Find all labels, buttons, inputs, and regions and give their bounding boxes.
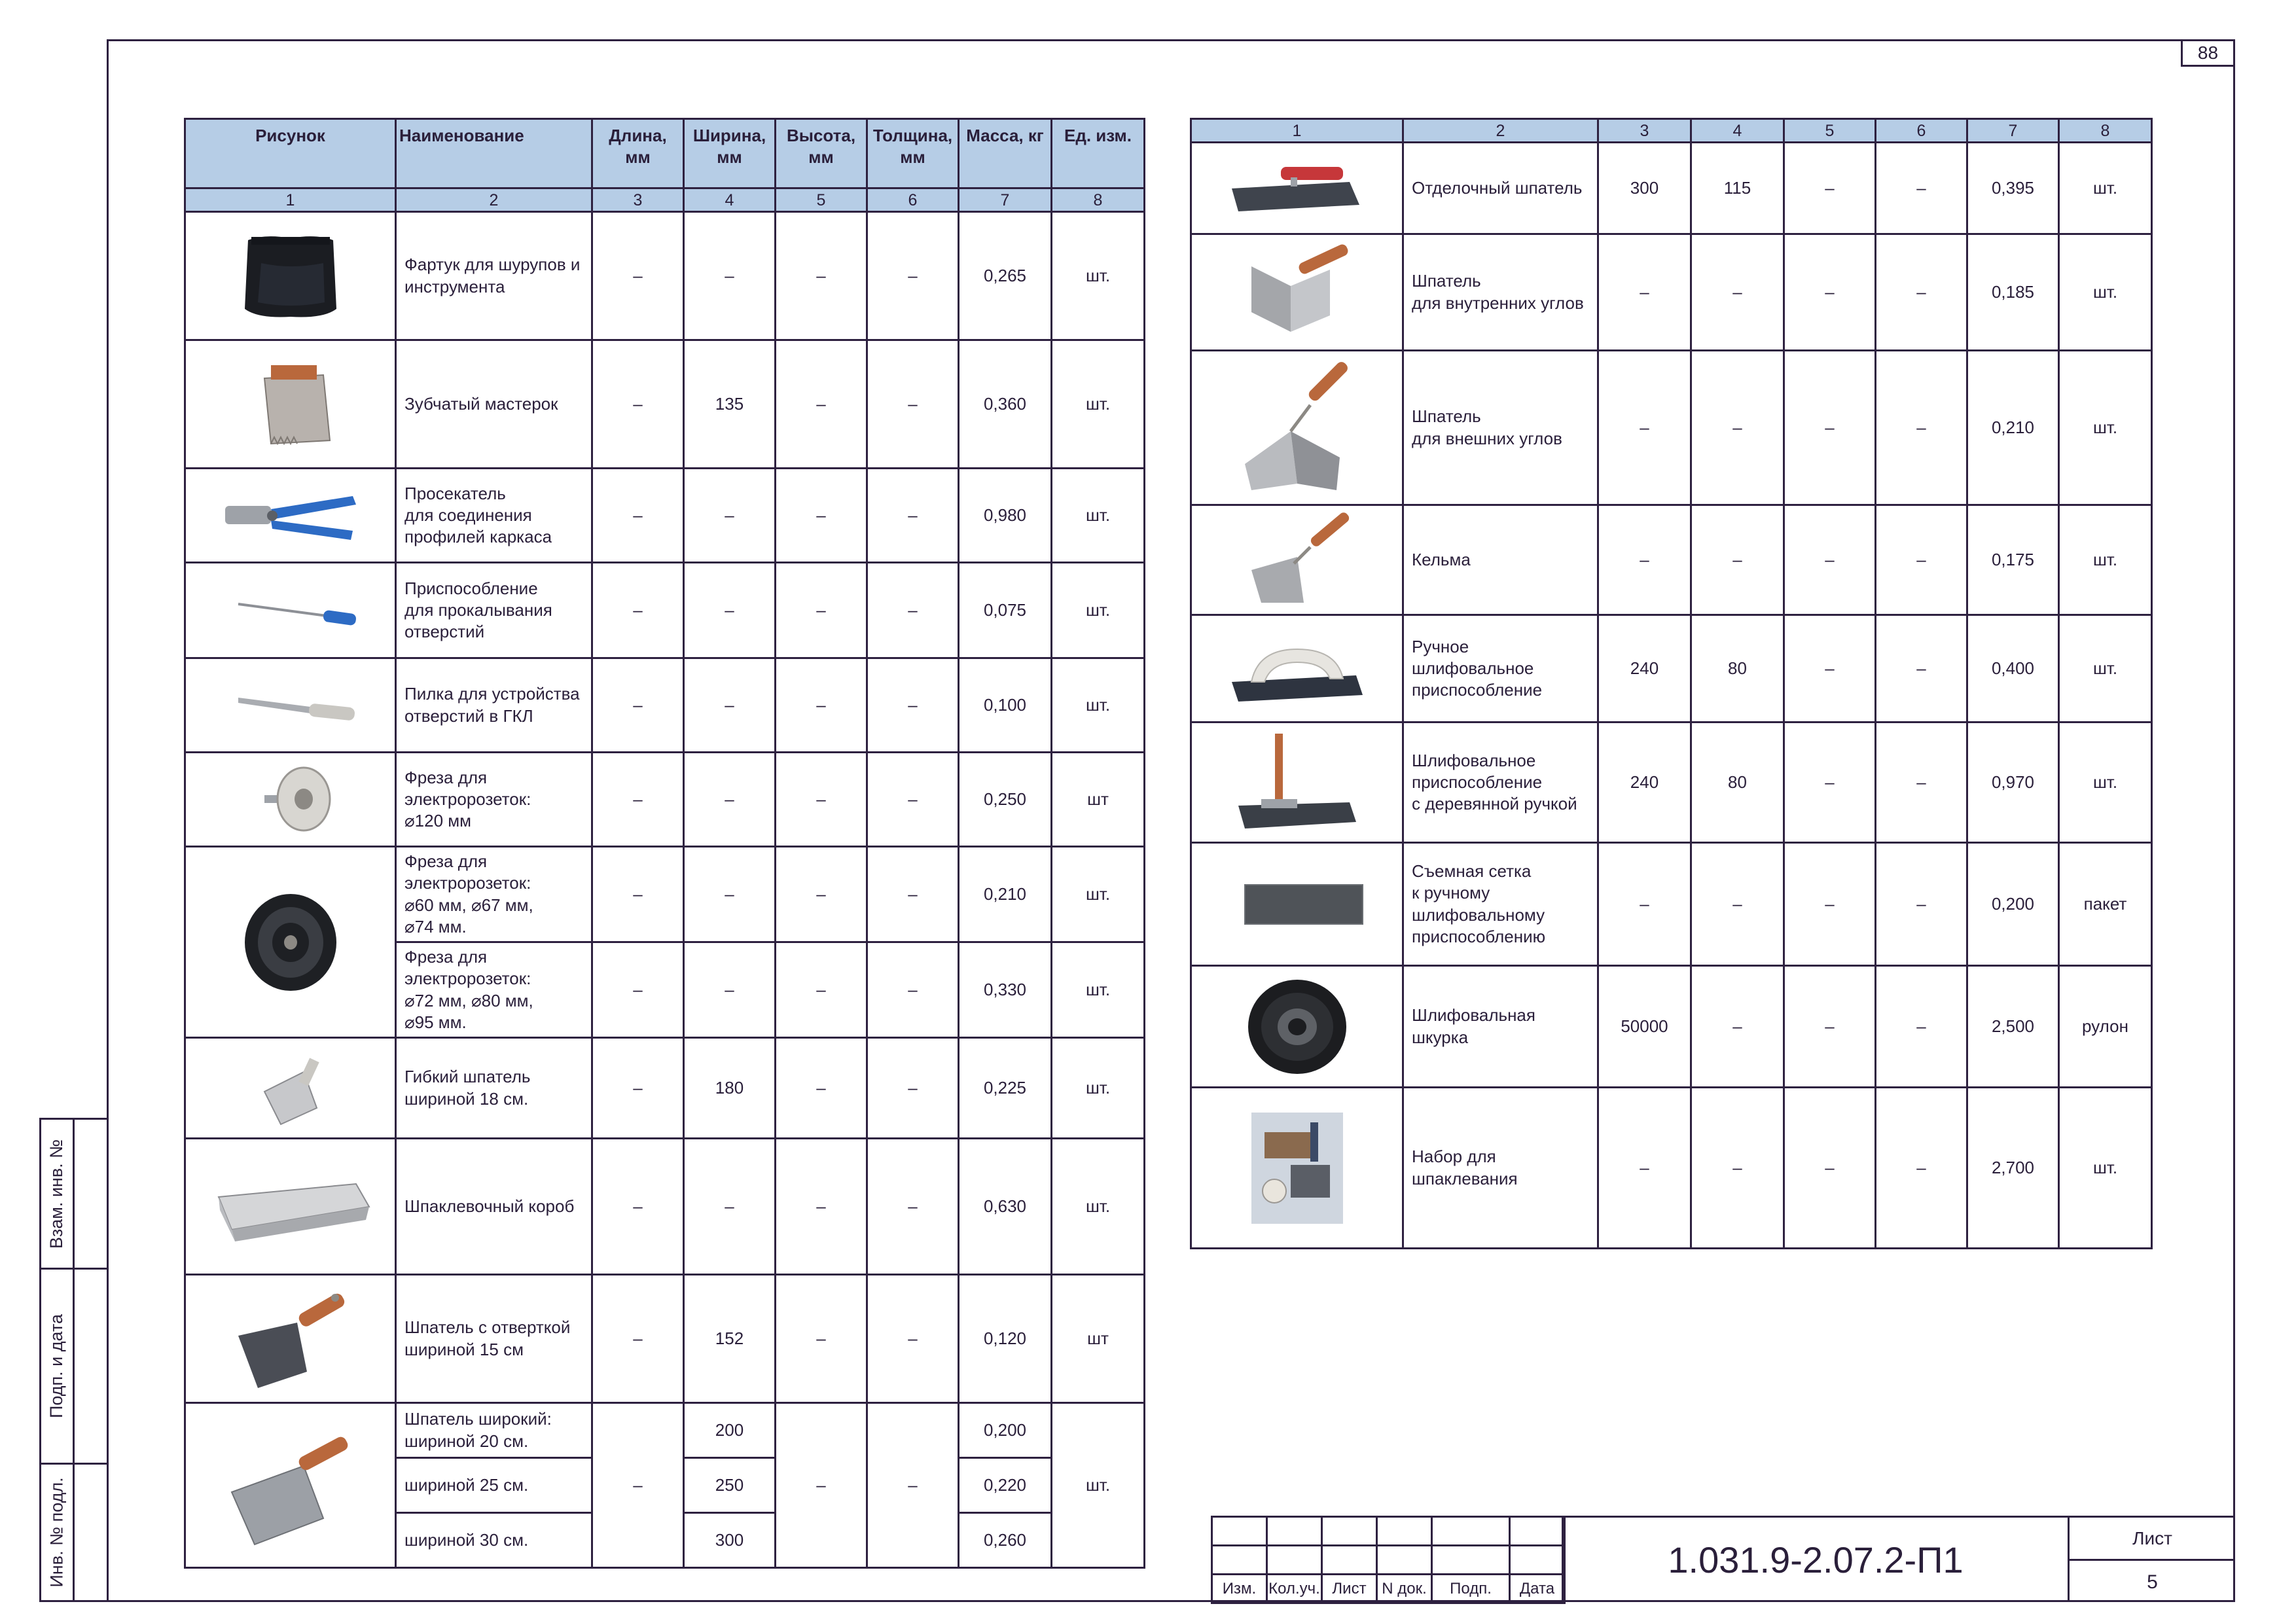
- item-length: –: [592, 340, 684, 469]
- table-row: [185, 1275, 1145, 1403]
- item-height: –: [776, 753, 867, 847]
- item-name: Шпатель для внутренних углов: [1403, 234, 1598, 351]
- page-number: 88: [2197, 43, 2219, 63]
- item-mass: 0,185: [1967, 234, 2059, 351]
- item-name: Шлифовальная шкурка: [1403, 966, 1598, 1088]
- item-name: Съемная сетка к ручному шлифовальному приспособлению: [1403, 843, 1598, 966]
- item-mass: 0,175: [1967, 505, 2059, 615]
- item-mass: 0,260: [959, 1513, 1052, 1568]
- item-unit: шт: [1052, 753, 1145, 847]
- item-mass: 0,225: [959, 1038, 1052, 1139]
- item-height: –: [776, 563, 867, 658]
- item-length: –: [592, 1139, 684, 1275]
- item-unit: шт.: [1052, 1403, 1145, 1568]
- col-number: 7: [959, 188, 1052, 212]
- taping-kit-icon: [1245, 1106, 1350, 1230]
- item-mass: 0,330: [959, 942, 1052, 1038]
- item-thickness: –: [1876, 351, 1967, 505]
- header-thickness: Толщина, мм: [867, 119, 959, 188]
- item-name: Зубчатый мастерок: [396, 340, 592, 469]
- table-row: [185, 340, 1145, 469]
- item-width: 115: [1691, 143, 1784, 234]
- side-stamp: [39, 1118, 109, 1602]
- item-unit: шт: [1052, 1275, 1145, 1403]
- awl-icon: [212, 578, 369, 643]
- notched-trowel-icon: [225, 352, 356, 457]
- hole-cutter-icon: [225, 757, 356, 842]
- item-mass: 0,200: [1967, 843, 2059, 966]
- revision-label: Изм.: [1212, 1575, 1267, 1603]
- item-height: –: [776, 1038, 867, 1139]
- item-unit: шт.: [2059, 722, 2152, 843]
- item-thickness: –: [867, 1275, 959, 1403]
- table-row: [1191, 843, 2152, 966]
- item-height: –: [1784, 615, 1876, 722]
- page-number-box: [2181, 39, 2235, 67]
- item-unit: рулон: [2059, 966, 2152, 1088]
- item-thickness: –: [867, 1403, 959, 1568]
- item-width: 180: [684, 1038, 776, 1139]
- item-unit: шт.: [2059, 505, 2152, 615]
- item-unit: шт.: [1052, 563, 1145, 658]
- spatula-screwdriver-icon: [219, 1283, 363, 1395]
- item-mass: 0,100: [959, 658, 1052, 753]
- item-name: Фреза для электророзеток: ⌀120 мм: [396, 753, 592, 847]
- item-name: Отделочный шпатель: [1403, 143, 1598, 234]
- item-length: –: [592, 847, 684, 942]
- table-row: [185, 847, 1145, 942]
- item-length: –: [592, 942, 684, 1038]
- item-length: –: [592, 1038, 684, 1139]
- stamp-field-replacement: Взам. инв. №: [46, 1139, 67, 1249]
- item-name: Приспособление для прокалывания отверстий: [396, 563, 592, 658]
- item-unit: шт.: [2059, 1088, 2152, 1249]
- item-mass: 0,400: [1967, 615, 2059, 722]
- table-row: [1191, 505, 2152, 615]
- item-thickness: –: [867, 212, 959, 340]
- inside-corner-trowel-icon: [1225, 240, 1369, 345]
- item-name: Просекатель для соединения профилей каркаса: [396, 469, 592, 563]
- item-width: –: [684, 1139, 776, 1275]
- item-length: –: [592, 753, 684, 847]
- item-width: –: [1691, 505, 1784, 615]
- table-row: [185, 469, 1145, 563]
- header-height: Высота, мм: [776, 119, 867, 188]
- col-number: 1: [185, 188, 396, 212]
- table-row: [185, 1403, 1145, 1458]
- col-number: 5: [1784, 119, 1876, 143]
- item-mass: 2,500: [1967, 966, 2059, 1088]
- item-height: –: [1784, 843, 1876, 966]
- item-height: –: [776, 340, 867, 469]
- item-unit: шт.: [1052, 658, 1145, 753]
- col-number: 3: [592, 188, 684, 212]
- table-row: [1191, 143, 2152, 234]
- item-height: –: [776, 469, 867, 563]
- document-code: 1.031.9-2.07.2-П1: [1668, 1539, 1964, 1580]
- item-width: 135: [684, 340, 776, 469]
- item-name: Шлифовальное приспособление с деревянной ручкой: [1403, 722, 1598, 843]
- item-height: –: [1784, 143, 1876, 234]
- revision-label: Кол.уч.: [1267, 1575, 1322, 1603]
- item-unit: шт.: [1052, 1038, 1145, 1139]
- item-length: –: [1598, 505, 1691, 615]
- item-width: 152: [684, 1275, 776, 1403]
- item-width: –: [684, 469, 776, 563]
- item-mass: 2,700: [1967, 1088, 2059, 1249]
- item-thickness: –: [1876, 234, 1967, 351]
- col-number: 4: [684, 188, 776, 212]
- item-length: –: [592, 1403, 684, 1568]
- header-unit: Ед. изм.: [1052, 119, 1145, 188]
- table-row: [185, 563, 1145, 658]
- item-length: –: [1598, 351, 1691, 505]
- revision-grid: [1211, 1516, 1566, 1604]
- item-thickness: –: [867, 1139, 959, 1275]
- header-length: Длина, мм: [592, 119, 684, 188]
- item-width: –: [684, 212, 776, 340]
- item-length: –: [592, 1275, 684, 1403]
- stamp-field-original: Инв. № подл.: [46, 1477, 67, 1588]
- item-length: –: [592, 469, 684, 563]
- item-height: –: [776, 1403, 867, 1568]
- header-width: Ширина, мм: [684, 119, 776, 188]
- item-length: 240: [1598, 615, 1691, 722]
- table-row: [1191, 234, 2152, 351]
- item-name: Шпатель широкий: шириной 20 см.: [396, 1403, 592, 1458]
- item-length: 50000: [1598, 966, 1691, 1088]
- outside-corner-trowel-icon: [1225, 359, 1369, 497]
- item-width: 300: [684, 1513, 776, 1568]
- wide-spatula-icon: [219, 1420, 363, 1551]
- item-name: Кельма: [1403, 505, 1598, 615]
- table-row: [1191, 615, 2152, 722]
- item-mass: 0,210: [1967, 351, 2059, 505]
- pole-sander-icon: [1225, 727, 1369, 838]
- item-length: –: [1598, 843, 1691, 966]
- col-number: 8: [1052, 188, 1145, 212]
- item-height: –: [776, 212, 867, 340]
- item-thickness: –: [1876, 722, 1967, 843]
- item-thickness: –: [867, 469, 959, 563]
- hole-cutter-set-icon: [225, 877, 356, 1008]
- item-length: –: [1598, 234, 1691, 351]
- table-row: [185, 1038, 1145, 1139]
- right-spec-table: [1190, 118, 2153, 1249]
- item-thickness: –: [867, 847, 959, 942]
- item-name: шириной 30 см.: [396, 1513, 592, 1568]
- table-row: [185, 753, 1145, 847]
- item-mass: 0,200: [959, 1403, 1052, 1458]
- item-height: –: [776, 847, 867, 942]
- item-name: Гибкий шпатель шириной 18 см.: [396, 1038, 592, 1139]
- item-length: –: [1598, 1088, 1691, 1249]
- table-row: [185, 212, 1145, 340]
- item-thickness: –: [867, 340, 959, 469]
- item-unit: шт.: [2059, 615, 2152, 722]
- item-height: –: [1784, 234, 1876, 351]
- item-thickness: –: [1876, 966, 1967, 1088]
- item-width: 80: [1691, 615, 1784, 722]
- item-thickness: –: [1876, 843, 1967, 966]
- item-width: –: [684, 658, 776, 753]
- item-width: –: [1691, 234, 1784, 351]
- item-length: 300: [1598, 143, 1691, 234]
- item-name: Фреза для электророзеток: ⌀72 мм, ⌀80 мм, ⌀95 мм.: [396, 942, 592, 1038]
- left-spec-table: [184, 118, 1145, 1569]
- item-width: –: [1691, 843, 1784, 966]
- item-width: –: [1691, 351, 1784, 505]
- apron-icon: [225, 224, 356, 329]
- col-number: 1: [1191, 119, 1403, 143]
- item-thickness: –: [867, 1038, 959, 1139]
- item-thickness: –: [1876, 615, 1967, 722]
- col-number: 3: [1598, 119, 1691, 143]
- item-height: –: [1784, 351, 1876, 505]
- header-name: Наименование: [396, 119, 592, 188]
- item-unit: шт.: [1052, 340, 1145, 469]
- item-unit: шт.: [2059, 234, 2152, 351]
- item-height: –: [776, 1139, 867, 1275]
- item-thickness: –: [867, 658, 959, 753]
- item-thickness: –: [1876, 143, 1967, 234]
- col-number: 7: [1967, 119, 2059, 143]
- col-number: 8: [2059, 119, 2152, 143]
- drywall-saw-icon: [212, 673, 369, 738]
- item-width: –: [684, 942, 776, 1038]
- col-number: 5: [776, 188, 867, 212]
- sheet-number: 5: [2147, 1571, 2158, 1593]
- item-name: Набор для шпаклевания: [1403, 1088, 1598, 1249]
- revision-label: N док.: [1377, 1575, 1432, 1603]
- item-width: –: [684, 847, 776, 942]
- item-name: Пилка для устройства отверстий в ГКЛ: [396, 658, 592, 753]
- item-thickness: –: [867, 563, 959, 658]
- revision-label: Подп.: [1432, 1575, 1510, 1603]
- item-height: –: [776, 658, 867, 753]
- item-mass: 0,395: [1967, 143, 2059, 234]
- item-thickness: –: [1876, 1088, 1967, 1249]
- item-width: –: [1691, 966, 1784, 1088]
- col-number: 6: [867, 188, 959, 212]
- item-thickness: –: [867, 942, 959, 1038]
- item-mass: 0,265: [959, 212, 1052, 340]
- item-thickness: –: [867, 753, 959, 847]
- item-mass: 0,250: [959, 753, 1052, 847]
- item-width: 200: [684, 1403, 776, 1458]
- item-width: 250: [684, 1458, 776, 1513]
- item-mass: 0,120: [959, 1275, 1052, 1403]
- hand-sander-icon: [1219, 623, 1376, 715]
- item-length: 240: [1598, 722, 1691, 843]
- mud-pan-icon: [199, 1158, 382, 1256]
- item-width: –: [684, 563, 776, 658]
- item-unit: шт.: [1052, 847, 1145, 942]
- col-number: 2: [396, 188, 592, 212]
- item-length: –: [592, 212, 684, 340]
- item-length: –: [592, 658, 684, 753]
- item-width: 80: [1691, 722, 1784, 843]
- item-unit: шт.: [1052, 469, 1145, 563]
- item-name: Шпатель с отверткой шириной 15 см: [396, 1275, 592, 1403]
- sandpaper-roll-icon: [1225, 971, 1369, 1082]
- item-mass: 0,075: [959, 563, 1052, 658]
- item-height: –: [1784, 722, 1876, 843]
- header-mass: Масса, кг: [959, 119, 1052, 188]
- item-thickness: –: [1876, 505, 1967, 615]
- item-height: –: [1784, 1088, 1876, 1249]
- item-mass: 0,630: [959, 1139, 1052, 1275]
- header-picture: Рисунок: [185, 119, 396, 188]
- flexible-spatula-icon: [225, 1046, 356, 1131]
- finishing-trowel-icon: [1219, 152, 1376, 224]
- item-unit: шт.: [1052, 1139, 1145, 1275]
- item-height: –: [776, 942, 867, 1038]
- table-row: [185, 1139, 1145, 1275]
- item-mass: 0,980: [959, 469, 1052, 563]
- item-name: Ручное шлифовальное приспособление: [1403, 615, 1598, 722]
- item-mass: 0,360: [959, 340, 1052, 469]
- item-name: Фреза для электророзеток: ⌀60 мм, ⌀67 мм, ⌀74 мм.: [396, 847, 592, 942]
- item-name: Шпаклевочный короб: [396, 1139, 592, 1275]
- table-row: [1191, 1088, 2152, 1249]
- item-height: –: [776, 1275, 867, 1403]
- sheet-label: Лист: [2070, 1518, 2235, 1561]
- item-unit: шт.: [1052, 212, 1145, 340]
- col-number: 6: [1876, 119, 1967, 143]
- col-number: 4: [1691, 119, 1784, 143]
- sanding-mesh-icon: [1219, 865, 1376, 944]
- item-mass: 0,970: [1967, 722, 2059, 843]
- item-width: –: [1691, 1088, 1784, 1249]
- table-row: [1191, 966, 2152, 1088]
- item-length: –: [592, 563, 684, 658]
- item-unit: шт.: [2059, 351, 2152, 505]
- item-unit: шт.: [1052, 942, 1145, 1038]
- revision-label: Лист: [1322, 1575, 1377, 1603]
- table-row: [1191, 722, 2152, 843]
- item-width: –: [684, 753, 776, 847]
- item-mass: 0,220: [959, 1458, 1052, 1513]
- table-row: [185, 658, 1145, 753]
- title-block: [1211, 1516, 2235, 1602]
- item-unit: шт.: [2059, 143, 2152, 234]
- revision-label: Дата: [1510, 1575, 1565, 1603]
- item-name: Шпатель для внешних углов: [1403, 351, 1598, 505]
- stamp-field-signature: Подп. и дата: [46, 1313, 67, 1419]
- item-mass: 0,210: [959, 847, 1052, 942]
- item-height: –: [1784, 505, 1876, 615]
- col-number: 2: [1403, 119, 1598, 143]
- item-name: шириной 25 см.: [396, 1458, 592, 1513]
- pointing-trowel-icon: [1225, 511, 1369, 609]
- item-height: –: [1784, 966, 1876, 1088]
- item-unit: пакет: [2059, 843, 2152, 966]
- crimper-icon: [212, 480, 369, 552]
- table-row: [1191, 351, 2152, 505]
- item-name: Фартук для шурупов и инструмента: [396, 212, 592, 340]
